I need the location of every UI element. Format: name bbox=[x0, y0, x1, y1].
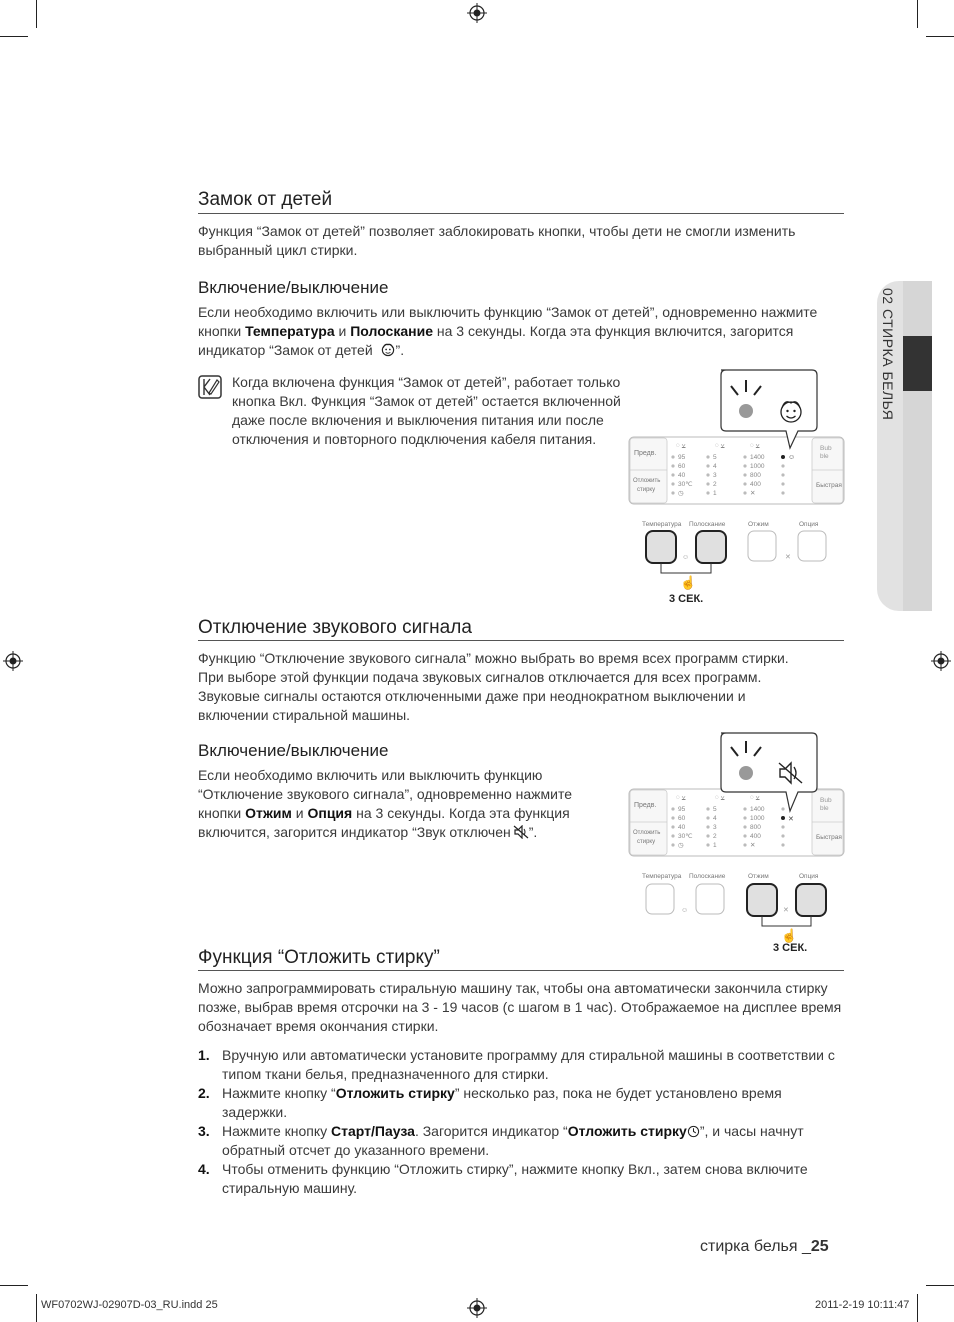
panel-label: Предв. bbox=[634, 450, 657, 457]
registration-mark-icon bbox=[931, 651, 951, 671]
spin-value: 400 bbox=[750, 481, 761, 488]
spin-value: 800 bbox=[750, 824, 761, 831]
button-name: Температура bbox=[245, 323, 335, 339]
panel-label: Предв. bbox=[634, 802, 657, 809]
child-lock-indicator-icon: ☺ bbox=[788, 454, 796, 461]
page-number: 25 bbox=[810, 1238, 829, 1255]
print-date: 2011-2-19 10:11:47 bbox=[815, 1299, 910, 1311]
crop-mark bbox=[36, 0, 37, 28]
spin-value: 800 bbox=[750, 472, 761, 479]
section-title-sound-off: Отключение звукового сигнала bbox=[198, 617, 472, 638]
panel-label: ble bbox=[820, 805, 829, 812]
registration-mark-icon bbox=[467, 1298, 487, 1318]
temp-value: 30℃ bbox=[678, 833, 693, 840]
child-lock-panel-illustration bbox=[626, 366, 848, 608]
child-lock-note: Когда включена функция “Замок от детей”, работает только кнопка Вкл. Функция “Замок от детей” остается включенной даже после включения и выключения питания или после отключения и повторного подключения кабеля питания. bbox=[232, 374, 621, 447]
temp-value: 60 bbox=[678, 815, 686, 822]
temp-value: 40 bbox=[678, 472, 686, 479]
rinse-value: 5 bbox=[713, 806, 717, 813]
section-divider bbox=[198, 213, 844, 214]
temp-value: ◷ bbox=[678, 490, 684, 497]
section-divider bbox=[198, 640, 844, 641]
list-item: 1. Вручную или автоматически установите программу для стиральной машины в соответствии с типом ткани белья, предназначенного для стирки. bbox=[198, 1047, 835, 1082]
spin-value: 1000 bbox=[750, 463, 765, 470]
sound-off-indicator-icon: ✕ bbox=[788, 816, 794, 823]
list-item: 3. Нажмите кнопку Старт/Пауза. Загорится индикатор “Отложить стирку ”, и часы начнут обратный отсчет до указанного времени. bbox=[198, 1123, 804, 1158]
panel-label: Быстрая bbox=[816, 834, 842, 841]
sound-off-instructions: Если необходимо включить или выключить функцию “Отключение звукового сигнала”, одновременно нажмите кнопки Отжим и Опция на 3 секунды. Когда эта функция включится, загорится индикатор “Звук отключен ”. bbox=[198, 767, 573, 840]
rinse-value: 1 bbox=[713, 490, 717, 497]
press-duration-label: 3 СЕК. bbox=[773, 942, 808, 954]
svg-text:☺: ☺ bbox=[681, 907, 689, 914]
panel-header: ◌ ⩣ bbox=[750, 794, 760, 801]
panel-label: Отложить bbox=[633, 830, 661, 836]
rinse-value: 3 bbox=[713, 824, 717, 831]
crop-mark bbox=[0, 36, 28, 37]
registration-mark-icon bbox=[3, 651, 23, 671]
chapter-tab-label: 02 СТИРКА БЕЛЬЯ bbox=[880, 288, 896, 421]
svg-text:✕: ✕ bbox=[785, 554, 791, 561]
sound-off-intro: Функцию “Отключение звукового сигнала” можно выбрать во время всех программ стирки. При выборе этой функции подача звуковых сигналов отключается для всех программ. Звуковые сигналы остаются отключенными даже при неоднократном выключении и включении стиральной машины. bbox=[198, 650, 789, 723]
section-divider bbox=[198, 970, 844, 971]
spin-value: 1400 bbox=[750, 454, 765, 461]
list-item: 2. Нажмите кнопку “Отложить стирку” несколько раз, пока не будет установлено время задержки. bbox=[198, 1085, 782, 1120]
hand-press-icon: ☝ bbox=[781, 928, 798, 943]
rinse-value: 5 bbox=[713, 454, 717, 461]
button-label: Отжим bbox=[748, 521, 769, 528]
crop-mark bbox=[917, 1294, 918, 1322]
button-label: Полоскание bbox=[689, 873, 726, 880]
panel-label: Быстрая bbox=[816, 482, 842, 489]
spin-value: ✕ bbox=[750, 490, 756, 497]
button-name: Опция bbox=[307, 805, 353, 821]
registration-mark-icon bbox=[467, 3, 487, 23]
panel-label: Bub bbox=[820, 797, 832, 804]
temp-value: 95 bbox=[678, 454, 686, 461]
button-label: Температура bbox=[642, 873, 682, 880]
panel-label: Bub bbox=[820, 445, 832, 452]
sound-off-icon bbox=[513, 825, 529, 839]
button-name: Полоскание bbox=[350, 323, 433, 339]
button-label: Отжим bbox=[748, 873, 769, 880]
child-lock-icon bbox=[380, 342, 396, 357]
spin-value: 400 bbox=[750, 833, 761, 840]
crop-mark bbox=[926, 1285, 954, 1286]
delay-intro: Можно запрограммировать стиральную машину так, чтобы она автоматически закончила стирку позже, выбрав время отсрочки на 3 - 19 часов (с шагом в 1 час). Отображаемое на дисплее время обозначает время окончания стирки. bbox=[198, 980, 842, 1034]
panel-label: стирку bbox=[637, 839, 656, 845]
rinse-value: 4 bbox=[713, 463, 717, 470]
spin-value: 1400 bbox=[750, 806, 765, 813]
button-label: Температура bbox=[642, 521, 682, 528]
panel-header: ◌ ⩣ bbox=[715, 442, 725, 449]
section-title-child-lock: Замок от детей bbox=[198, 189, 333, 210]
crop-mark bbox=[36, 1294, 37, 1322]
list-item: 4. Чтобы отменить функцию “Отложить стирку”, нажмите кнопку Вкл., затем снова включите стиральную машину. bbox=[198, 1161, 808, 1196]
sound-off-subtitle: Включение/выключение bbox=[198, 741, 389, 760]
hand-press-icon: ☝ bbox=[680, 575, 697, 590]
child-lock-intro: Функция “Замок от детей” позволяет заблокировать кнопки, чтобы дети не смогли изменить выбранный цикл стирки. bbox=[198, 223, 796, 258]
delay-steps-list bbox=[198, 1046, 844, 1198]
crop-mark bbox=[917, 0, 918, 28]
rinse-value: 2 bbox=[713, 481, 717, 488]
panel-header: ◌ ⩣ bbox=[750, 442, 760, 449]
button-name: Отжим bbox=[245, 805, 292, 821]
note-icon bbox=[198, 375, 222, 399]
page-number-label: стирка белья _25 bbox=[700, 1238, 829, 1255]
crop-mark bbox=[926, 36, 954, 37]
child-lock-instructions: Если необходимо включить или выключить функцию “Замок от детей”, одновременно нажмите кнопки Температура и Полоскание на 3 секунды. Когда эта функция включится, загорится индикатор “Замок от детей ”. bbox=[198, 304, 818, 358]
panel-label: Отложить bbox=[633, 478, 661, 484]
temp-value: 40 bbox=[678, 824, 686, 831]
press-duration-label: 3 СЕК. bbox=[669, 593, 704, 605]
crop-mark bbox=[0, 1285, 28, 1286]
rinse-value: 4 bbox=[713, 815, 717, 822]
file-name: WF0702WJ-02907D-03_RU.indd 25 bbox=[41, 1299, 218, 1311]
panel-header: ◌ ⩣ bbox=[676, 794, 686, 801]
chapter-tab-band bbox=[903, 281, 932, 611]
temp-value: 60 bbox=[678, 463, 686, 470]
svg-text:☺: ☺ bbox=[682, 554, 690, 561]
panel-header: ◌ ⩣ bbox=[676, 442, 686, 449]
panel-label: стирку bbox=[637, 487, 656, 493]
child-lock-subtitle: Включение/выключение bbox=[198, 278, 389, 297]
rinse-value: 1 bbox=[713, 842, 717, 849]
temp-value: ◷ bbox=[678, 842, 684, 849]
button-label: Опция bbox=[799, 873, 819, 880]
temp-value: 30℃ bbox=[678, 481, 693, 488]
rinse-value: 3 bbox=[713, 472, 717, 479]
button-label: Опция bbox=[799, 521, 819, 528]
svg-text:✕: ✕ bbox=[783, 907, 789, 914]
indicator-name: Замок от детей bbox=[273, 342, 373, 358]
panel-label: ble bbox=[820, 453, 829, 460]
chapter-tab-marker bbox=[903, 336, 932, 391]
spin-value: 1000 bbox=[750, 815, 765, 822]
button-label: Полоскание bbox=[689, 521, 726, 528]
spin-value: ✕ bbox=[750, 842, 756, 849]
sound-off-panel-illustration bbox=[626, 729, 848, 961]
clock-icon bbox=[687, 1125, 700, 1138]
section-title-delay-wash: Функция “Отложить стирку” bbox=[198, 947, 440, 968]
indicator-name: Звук отключен bbox=[416, 824, 511, 840]
temp-value: 95 bbox=[678, 806, 686, 813]
panel-header: ◌ ⩣ bbox=[715, 794, 725, 801]
rinse-value: 2 bbox=[713, 833, 717, 840]
